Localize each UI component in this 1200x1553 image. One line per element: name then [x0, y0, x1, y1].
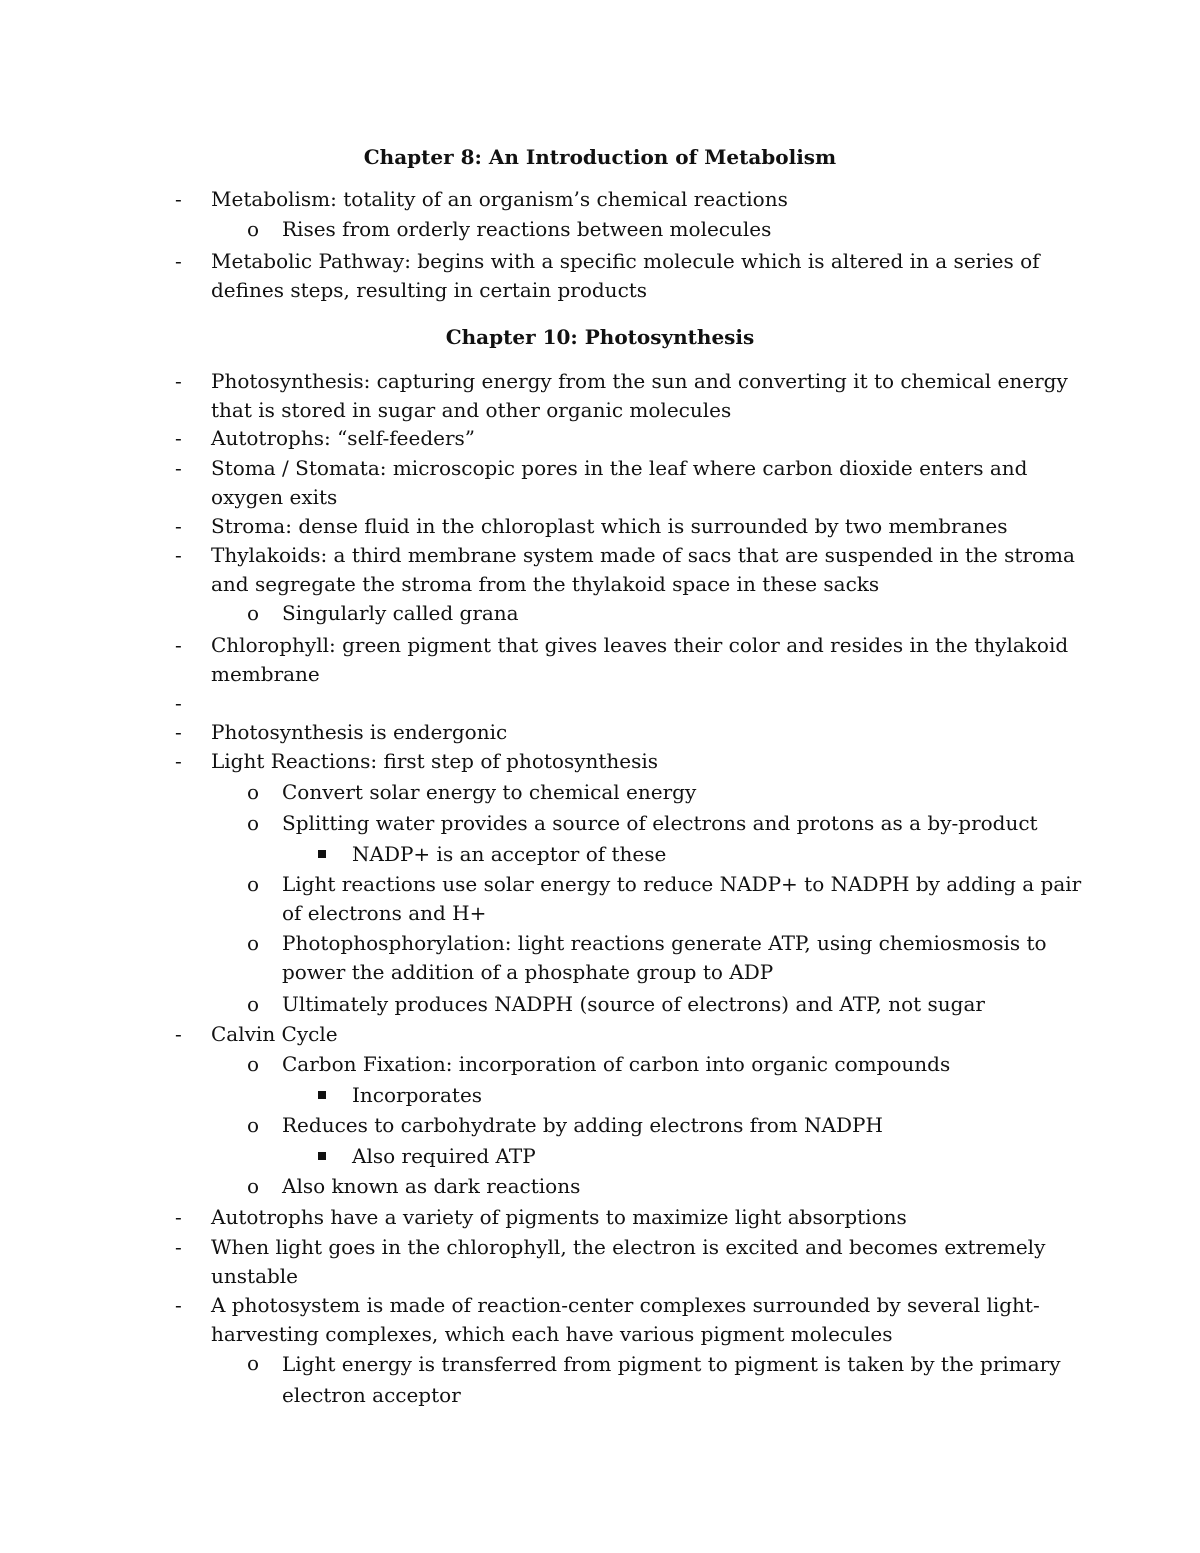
dash-bullet: - [175, 1022, 182, 1046]
list-item: Photosynthesis is endergonic [211, 720, 508, 744]
list-item: Splitting water provides a source of electrons and protons as a by-product [282, 811, 1038, 835]
circle-bullet: o [247, 811, 260, 835]
list-item: A photosystem is made of reaction-center complexes surrounded by several light-harvesting complexes, which each have various pigment molecules [211, 1293, 1040, 1346]
list-item: Also required ATP [352, 1144, 536, 1168]
list-item: Calvin Cycle [211, 1022, 338, 1046]
list-item: Stoma / Stomata: microscopic pores in the leaf where carbon dioxide enters and oxygen exits [211, 456, 1028, 509]
circle-bullet: o [247, 601, 260, 625]
dash-bullet: - [175, 1235, 182, 1259]
list-item: Metabolism: totality of an organism’s chemical reactions [211, 187, 788, 211]
list-item: Metabolic Pathway: begins with a specific molecule which is altered in a series of defines steps, resulting in certain products [211, 249, 1040, 302]
dash-bullet: - [175, 691, 182, 715]
chapter-8-heading: Chapter 8: An Introduction of Metabolism [363, 145, 837, 169]
list-item: Rises from orderly reactions between molecules [282, 217, 772, 241]
dash-bullet: - [175, 749, 182, 773]
list-item: Convert solar energy to chemical energy [282, 780, 697, 804]
dash-bullet: - [175, 543, 182, 567]
list-item: When light goes in the chlorophyll, the electron is excited and becomes extremely unstable [211, 1235, 1046, 1288]
dash-bullet: - [175, 249, 182, 273]
list-item: Also known as dark reactions [282, 1174, 581, 1198]
list-item: Photophosphorylation: light reactions generate ATP, using chemiosmosis to power the addition of a phosphate group to ADP [282, 931, 1047, 984]
list-item: Carbon Fixation: incorporation of carbon into organic compounds [282, 1052, 951, 1076]
list-item: Stroma: dense fluid in the chloroplast which is surrounded by two membranes [211, 514, 1008, 538]
circle-bullet: o [247, 1351, 260, 1375]
list-item: Light reactions use solar energy to reduce NADP+ to NADPH by adding a pair of electrons and H+ [282, 872, 1082, 925]
dash-bullet: - [175, 426, 182, 450]
list-item: Ultimately produces NADPH (source of electrons) and ATP, not sugar [282, 992, 985, 1016]
list-item: Reduces to carbohydrate by adding electrons from NADPH [282, 1113, 883, 1137]
list-item: Light Reactions: first step of photosynthesis [211, 749, 659, 773]
circle-bullet: o [247, 872, 260, 896]
list-item: Singularly called grana [282, 601, 519, 625]
circle-bullet: o [247, 992, 260, 1016]
dash-bullet: - [175, 187, 182, 211]
circle-bullet: o [247, 780, 260, 804]
dash-bullet: - [175, 456, 182, 480]
square-bullet-icon [318, 1081, 326, 1110]
dash-bullet: - [175, 1205, 182, 1229]
circle-bullet: o [247, 217, 260, 241]
dash-bullet: - [175, 720, 182, 744]
circle-bullet: o [247, 1052, 260, 1076]
list-item: NADP+ is an acceptor of these [352, 842, 667, 866]
list-item: Thylakoids: a third membrane system made of sacs that are suspended in the stroma and segregate the stroma from the thylakoid space in these sacks [211, 543, 1075, 596]
list-item: Autotrophs: “self-feeders” [211, 426, 476, 450]
dash-bullet: - [175, 633, 182, 657]
list-item: Autotrophs have a variety of pigments to maximize light absorptions [211, 1205, 907, 1229]
square-bullet-icon [318, 840, 326, 869]
dash-bullet: - [175, 514, 182, 538]
list-item: Incorporates [352, 1083, 483, 1107]
circle-bullet: o [247, 1174, 260, 1198]
list-item: Light energy is transferred from pigment to pigment is taken by the primary electron acceptor [282, 1352, 1061, 1407]
circle-bullet: o [247, 1113, 260, 1137]
dash-bullet: - [175, 1293, 182, 1317]
square-bullet-icon [318, 1142, 326, 1171]
chapter-10-heading: Chapter 10: Photosynthesis [445, 325, 755, 349]
circle-bullet: o [247, 931, 260, 955]
dash-bullet: - [175, 369, 182, 393]
list-item: Chlorophyll: green pigment that gives leaves their color and resides in the thylakoid membrane [211, 633, 1069, 686]
list-item: Photosynthesis: capturing energy from the sun and converting it to chemical energy that is stored in sugar and other organic molecules [211, 369, 1068, 422]
